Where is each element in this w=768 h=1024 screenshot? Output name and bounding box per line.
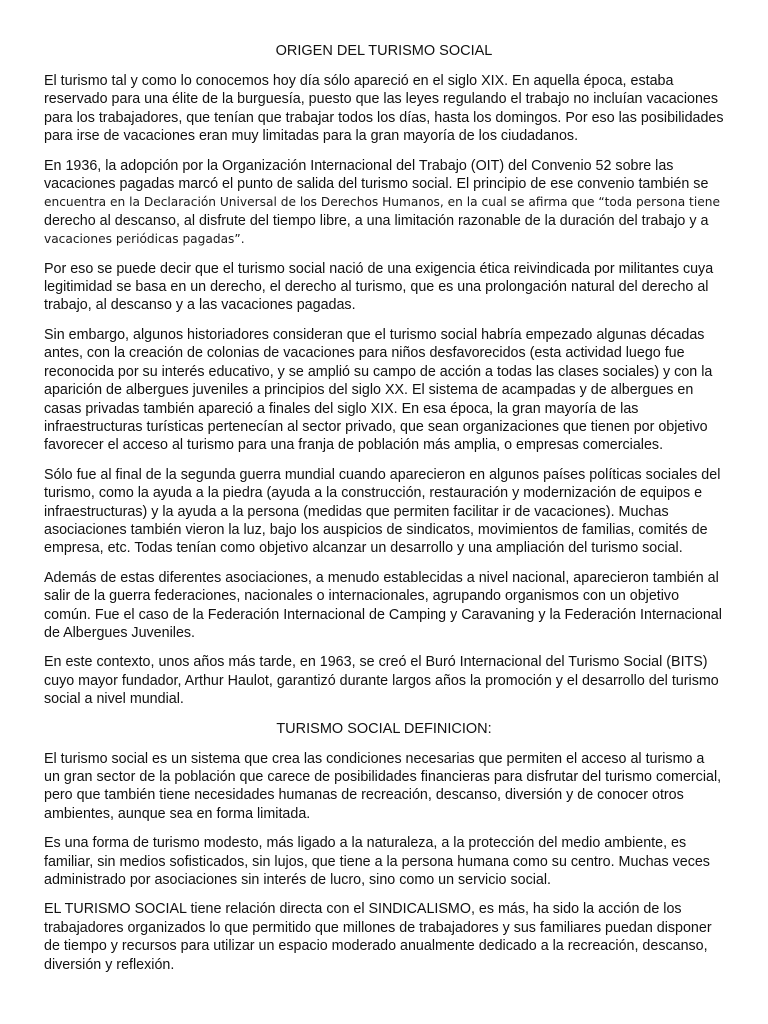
paragraph-2 [44,157,724,249]
paragraph-4: Sin embargo, algunos historiadores consideran que el turismo social habría empezado algunas décadas antes, con la creación de colonias de vacaciones para niños desfavorecidos (esta actividad luego fue reconocida por su interés educativo, y se amplió su campo de acción a todas las clases sociales) y con la aparición de albergues juveniles a principios del siglo XX. El sistema de acampadas y de albergues en casas privadas también apareció a finales del siglo XIX. En esa época, la gran mayoría de las infraestructuras turísticas pertenecían al sector privado, que sean organizaciones que tienen por objetivo favorecer el acceso al turismo para una franja de población más amplia, o empresas comerciales. [44,326,713,454]
definition-paragraph-1: El turismo social es un sistema que crea las condiciones necesarias que permiten el acceso al turismo a un gran sector de la población que carece de posibilidades financieras para disfrutar del turismo comercial, pero que también tiene necesidades humanas de recreación, descanso, diversión y de conocer otros ambientes, aunque sea en forma limitada. [44,750,722,822]
page-title: ORIGEN DEL TURISMO SOCIAL [275,43,493,59]
paragraph-6: Además de estas diferentes asociaciones, a menudo establecidas a nivel nacional, aparecieron también al salir de la guerra federaciones, nacionales o internacionales, agrupando organismos con un objetivo común. Fue el caso de la Federación Internacional de Camping y Caravaning y la Federación Internacional de Albergues Juveniles. [44,569,722,641]
section-subtitle: TURISMO SOCIAL DEFINICION: [276,720,492,737]
paragraph-7: En este contexto, unos años más tarde, en 1963, se creó el Buró Internacional del Turismo Social (BITS) cuyo mayor fundador, Arthur Haulot, garantizó durante largos años la promoción y el desarrollo del turismo social a nivel mundial. [44,654,719,708]
paragraph-1: El turismo tal y como lo conocemos hoy día sólo apareció en el siglo XIX. En aquella época, estaba reservado para una élite de la burguesía, puesto que las leyes regulando el trabajo no incluían vacaciones para los trabajadores, que tenían que trabajar todos los días, hasta los domingos. Por eso las posibilidades para irse de vacaciones eran muy limitadas para la gran mayoría de los ciudadanos. [44,73,724,145]
definition-paragraph-2: Es una forma de turismo modesto, más ligado a la naturaleza, a la protección del medio ambiente, es familiar, sin medios sofisticados, sin lujos, que tiene a la persona humana como su centro. Muchas veces administrado por asociaciones sin interés de lucro, sino como un servicio social. [44,835,710,889]
definition-paragraph-3: EL TURISMO SOCIAL tiene relación directa con el SINDICALISMO, es más, ha sido la acción de los trabajadores organizados lo que permitido que millones de trabajadores y sus familiares puedan disponer de tiempo y recursos para utilizar un espacio moderado anualmente dedicado a la recreación, descanso, diversión y reflexión. [44,901,712,973]
paragraph-3: Por eso se puede decir que el turismo social nació de una exigencia ética reivindicada por militantes cuya legitimidad se basa en un derecho, el derecho al turismo, que es una prolongación natural del derecho al trabajo, al descanso y a las vacaciones pagadas. [44,260,714,314]
paragraph-2-part-c: derecho al descanso, al disfrute del tiempo libre, a una limitación razonable de la duración del trabajo y a [44,212,709,229]
paragraph-2-part-b: encuentra en la Declaración Universal de los Derechos Humanos, en la cual se afirma que “toda persona tiene [44,195,720,210]
paragraph-5: Sólo fue al final de la segunda guerra mundial cuando aparecieron en algunos países políticas sociales del turismo, como la ayuda a la piedra (ayuda a la construcción, restauración y modernización de equipos e infraestructuras) y la ayuda a la persona (medidas que permiten facilitar ir de vacaciones). Muchas asociaciones también vieron la luz, bajo los auspicios de sindicatos, movimientos de familias, comités de empresa, etc. Todas tenían como objetivo alcanzar un desarrollo y una ampliación del turismo social. [44,466,721,557]
paragraph-2-part-a: En 1936, la adopción por la Organización Internacional del Trabajo (OIT) del Convenio 52 sobre las vacaciones pagadas marcó el punto de salida del turismo social. El principio de ese convenio también se [44,157,709,193]
paragraph-2-part-d: vacaciones periódicas pagadas”. [44,232,245,247]
